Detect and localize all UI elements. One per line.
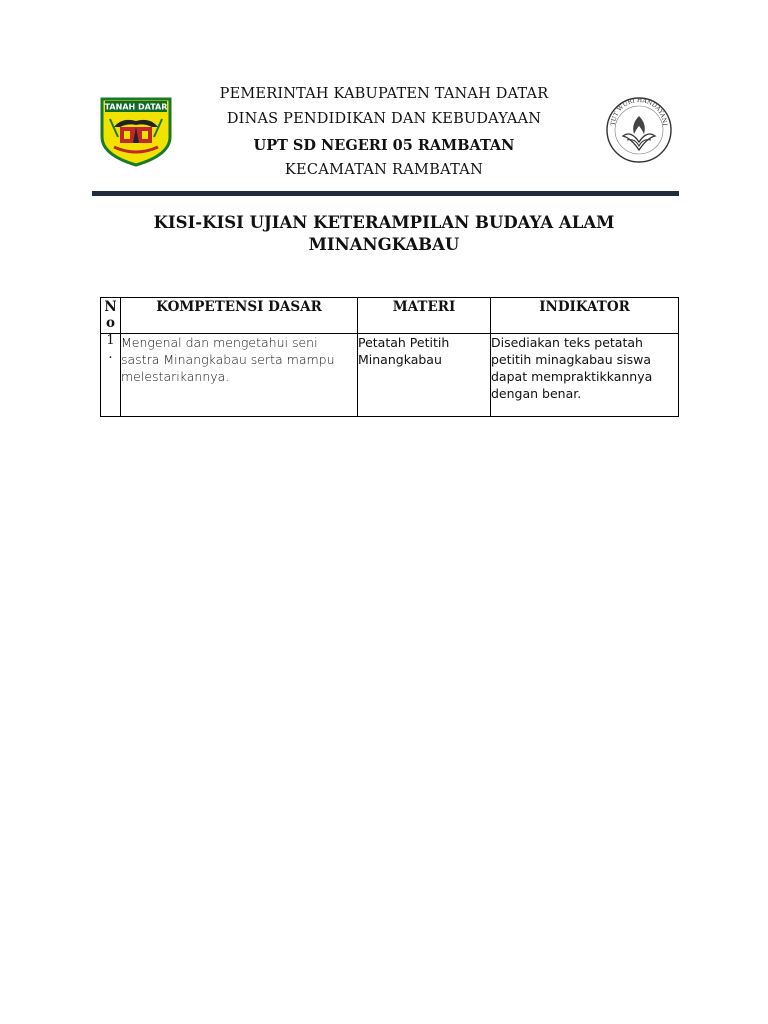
header-divider (92, 191, 679, 196)
cell-no-line-2: . (108, 347, 113, 362)
cell-kompetensi: Mengenal dan mengetahui seni sastra Minangkabau serta mampu melestarikannya. (121, 334, 358, 417)
tanah-datar-emblem-icon (100, 97, 172, 167)
header-no-line-2: o (105, 315, 115, 331)
header-indikator: INDIKATOR (491, 298, 679, 334)
tut-wuri-handayani-emblem-icon (601, 96, 677, 164)
header-government: PEMERINTAH KABUPATEN TANAH DATAR (219, 86, 549, 102)
cell-no-line-1: 1 (106, 333, 115, 348)
header-district: KECAMATAN RAMBATAN (284, 162, 484, 178)
header-materi: MATERI (358, 298, 491, 334)
header-department: DINAS PENDIDIKAN DAN KEBUDAYAAN (226, 111, 542, 127)
logo-right-text: TUT WURI HANDAYANI (609, 96, 669, 126)
title-line-2: MINANGKABAU (308, 235, 460, 254)
table-row (101, 334, 679, 417)
title-line-1: KISI-KISI UJIAN KETERAMPILAN BUDAYA ALAM (153, 213, 615, 232)
header-school: UPT SD NEGERI 05 RAMBATAN (253, 137, 515, 154)
cell-no (101, 334, 121, 417)
cell-indikator: Disediakan teks petatah petitih minagkabau siswa dapat mempraktikkannya dengan benar. (491, 334, 679, 417)
kisi-kisi-table (100, 297, 679, 417)
header-no-line-1: N (104, 299, 117, 315)
header-no (101, 298, 121, 334)
cell-materi: Petatah Petitih Minangkabau (358, 334, 491, 417)
document-title (120, 212, 648, 256)
logo-left-text: TANAH DATAR (104, 102, 168, 112)
header-kompetensi: KOMPETENSI DASAR (121, 298, 358, 334)
table-header-row (101, 298, 679, 334)
